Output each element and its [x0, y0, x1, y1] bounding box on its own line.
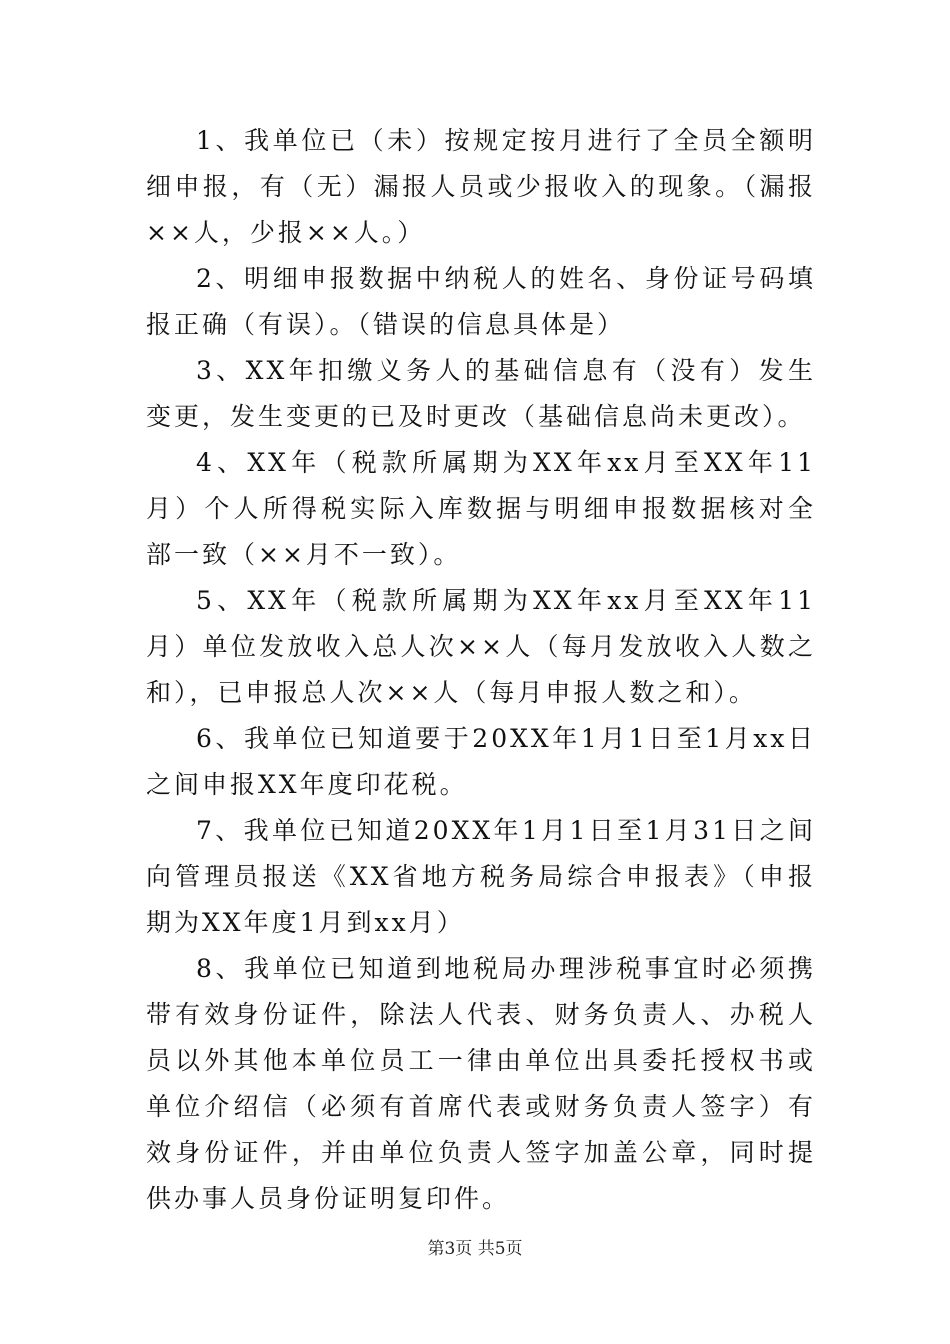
paragraph-6: 6、我单位已知道要于20XX年1月1日至1月xx日之间申报XX年度印花税。 — [146, 724, 816, 799]
document-body — [146, 118, 816, 1222]
paragraph-4: 4、XX年（税款所属期为XX年xx月至XX年11月）个人所得税实际入库数据与明细申报数据核对全部一致（××月不一致）。 — [146, 448, 816, 569]
paragraph-5: 5、XX年（税款所属期为XX年xx月至XX年11月）单位发放收入总人次××人（每月发放收入人数之和），已申报总人次××人（每月申报人数之和）。 — [146, 586, 816, 707]
paragraph-2: 2、明细申报数据中纳税人的姓名、身份证号码填报正确（有误）。（错误的信息具体是） — [146, 264, 816, 339]
paragraph-7: 7、我单位已知道20XX年1月1日至1月31日之间向管理员报送《XX省地方税务局综合申报表》（申报期为XX年度1月到xx月） — [146, 816, 816, 937]
paragraph-1: 1、我单位已（未）按规定按月进行了全员全额明细申报，有（无）漏报人员或少报收入的现象。（漏报××人，少报××人。） — [146, 126, 816, 247]
paragraph-3: 3、XX年扣缴义务人的基础信息有（没有）发生变更，发生变更的已及时更改（基础信息尚未更改）。 — [146, 356, 816, 431]
page-number-footer: 第3页 共5页 — [427, 1239, 523, 1259]
paragraph-8: 8、我单位已知道到地税局办理涉税事宜时必须携带有效身份证件，除法人代表、财务负责人、办税人员以外其他本单位员工一律由单位出具委托授权书或单位介绍信（必须有首席代表或财务负责人签字）有效身份证件，并由单位负责人签字加盖公章，同时提供办事人员身份证明复印件。 — [146, 954, 816, 1213]
